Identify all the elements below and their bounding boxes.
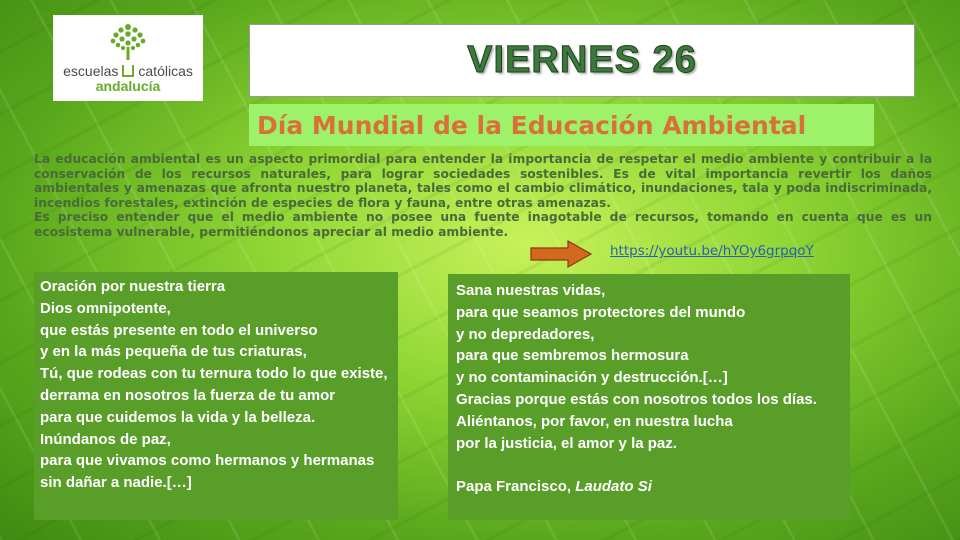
page-title: VIERNES 26 — [467, 39, 697, 81]
logo — [53, 15, 203, 101]
signature-work: Laudato Si — [575, 478, 652, 496]
logo-text-left: escuelas — [63, 62, 119, 79]
prayer-line: Inúndanos de paz, — [40, 430, 171, 448]
spacer — [456, 454, 842, 476]
prayer-line: para que sembremos hermosura — [456, 347, 689, 365]
prayer-line: que estás presente en todo el universo — [40, 321, 318, 339]
prayer-line: Gracias porque estás con nosotros todos los días. — [456, 390, 817, 408]
arrow-right-icon — [530, 240, 592, 268]
prayer-line: por la justicia, el amor y la paz. — [456, 434, 677, 452]
prayer-line: sin dañar a nadie.[…] — [40, 474, 192, 492]
intro-text — [34, 152, 932, 239]
prayer-line: y no depredadores, — [456, 325, 595, 343]
prayer-line: Tú, que rodeas con tu ternura todo lo que existe, — [40, 365, 388, 383]
prayer-card-right — [448, 274, 850, 520]
page-subtitle: Día Mundial de la Educación Ambiental — [257, 110, 807, 140]
prayer-line: y en la más pequeña de tus criaturas, — [40, 343, 307, 361]
prayer-line: y no contaminación y destrucción.[…] — [456, 369, 728, 387]
prayer-line: derrama en nosotros la fuerza de tu amor — [40, 386, 336, 404]
prayer-card-left — [34, 272, 398, 520]
prayer-line: Aliéntanos, por favor, en nuestra lucha — [456, 412, 733, 430]
prayer-line: Sana nuestras vidas, — [456, 282, 606, 299]
prayer-line: para que seamos protectores del mundo — [456, 303, 746, 321]
title-box — [249, 24, 915, 97]
prayer-line: para que cuidemos la vida y la belleza. — [40, 408, 316, 426]
prayer-line: Oración por nuestra tierra — [40, 278, 226, 295]
logo-divider — [122, 65, 134, 77]
tree-icon — [107, 23, 149, 61]
prayer-line: Dios omnipotente, — [40, 299, 171, 317]
prayer-line: para que vivamos como hermanos y hermanas — [40, 452, 375, 470]
intro-paragraph-1: La educación ambiental es un aspecto primordial para entender la importancia de respetar el medio ambiente y contribuir a la conservación de los recursos naturales, para lograr sociedades sostenibles. Es de vital importancia revertir los daños ambientales y amenazas que afronta nuestro planeta, tales como el cambio climático, inundaciones, tala y poda indiscriminada, incendios forestales, extinción de especies de flora y fauna, entre otras amenazas. — [34, 152, 932, 210]
signature — [456, 476, 842, 498]
subtitle-box — [249, 104, 874, 146]
logo-text-bottom: andalucía — [95, 77, 161, 94]
logo-text-right: católicas — [138, 62, 193, 79]
signature-author: Papa Francisco, — [456, 478, 576, 496]
intro-paragraph-2: Es preciso entender que el medio ambiente no posee una fuente inagotable de recursos, tomando en cuenta que es un ecosistema vulnerable, permitiéndonos apreciar al medio ambiente. — [34, 210, 932, 239]
video-link[interactable]: https://youtu.be/hYOy6grpqoY — [610, 243, 814, 259]
